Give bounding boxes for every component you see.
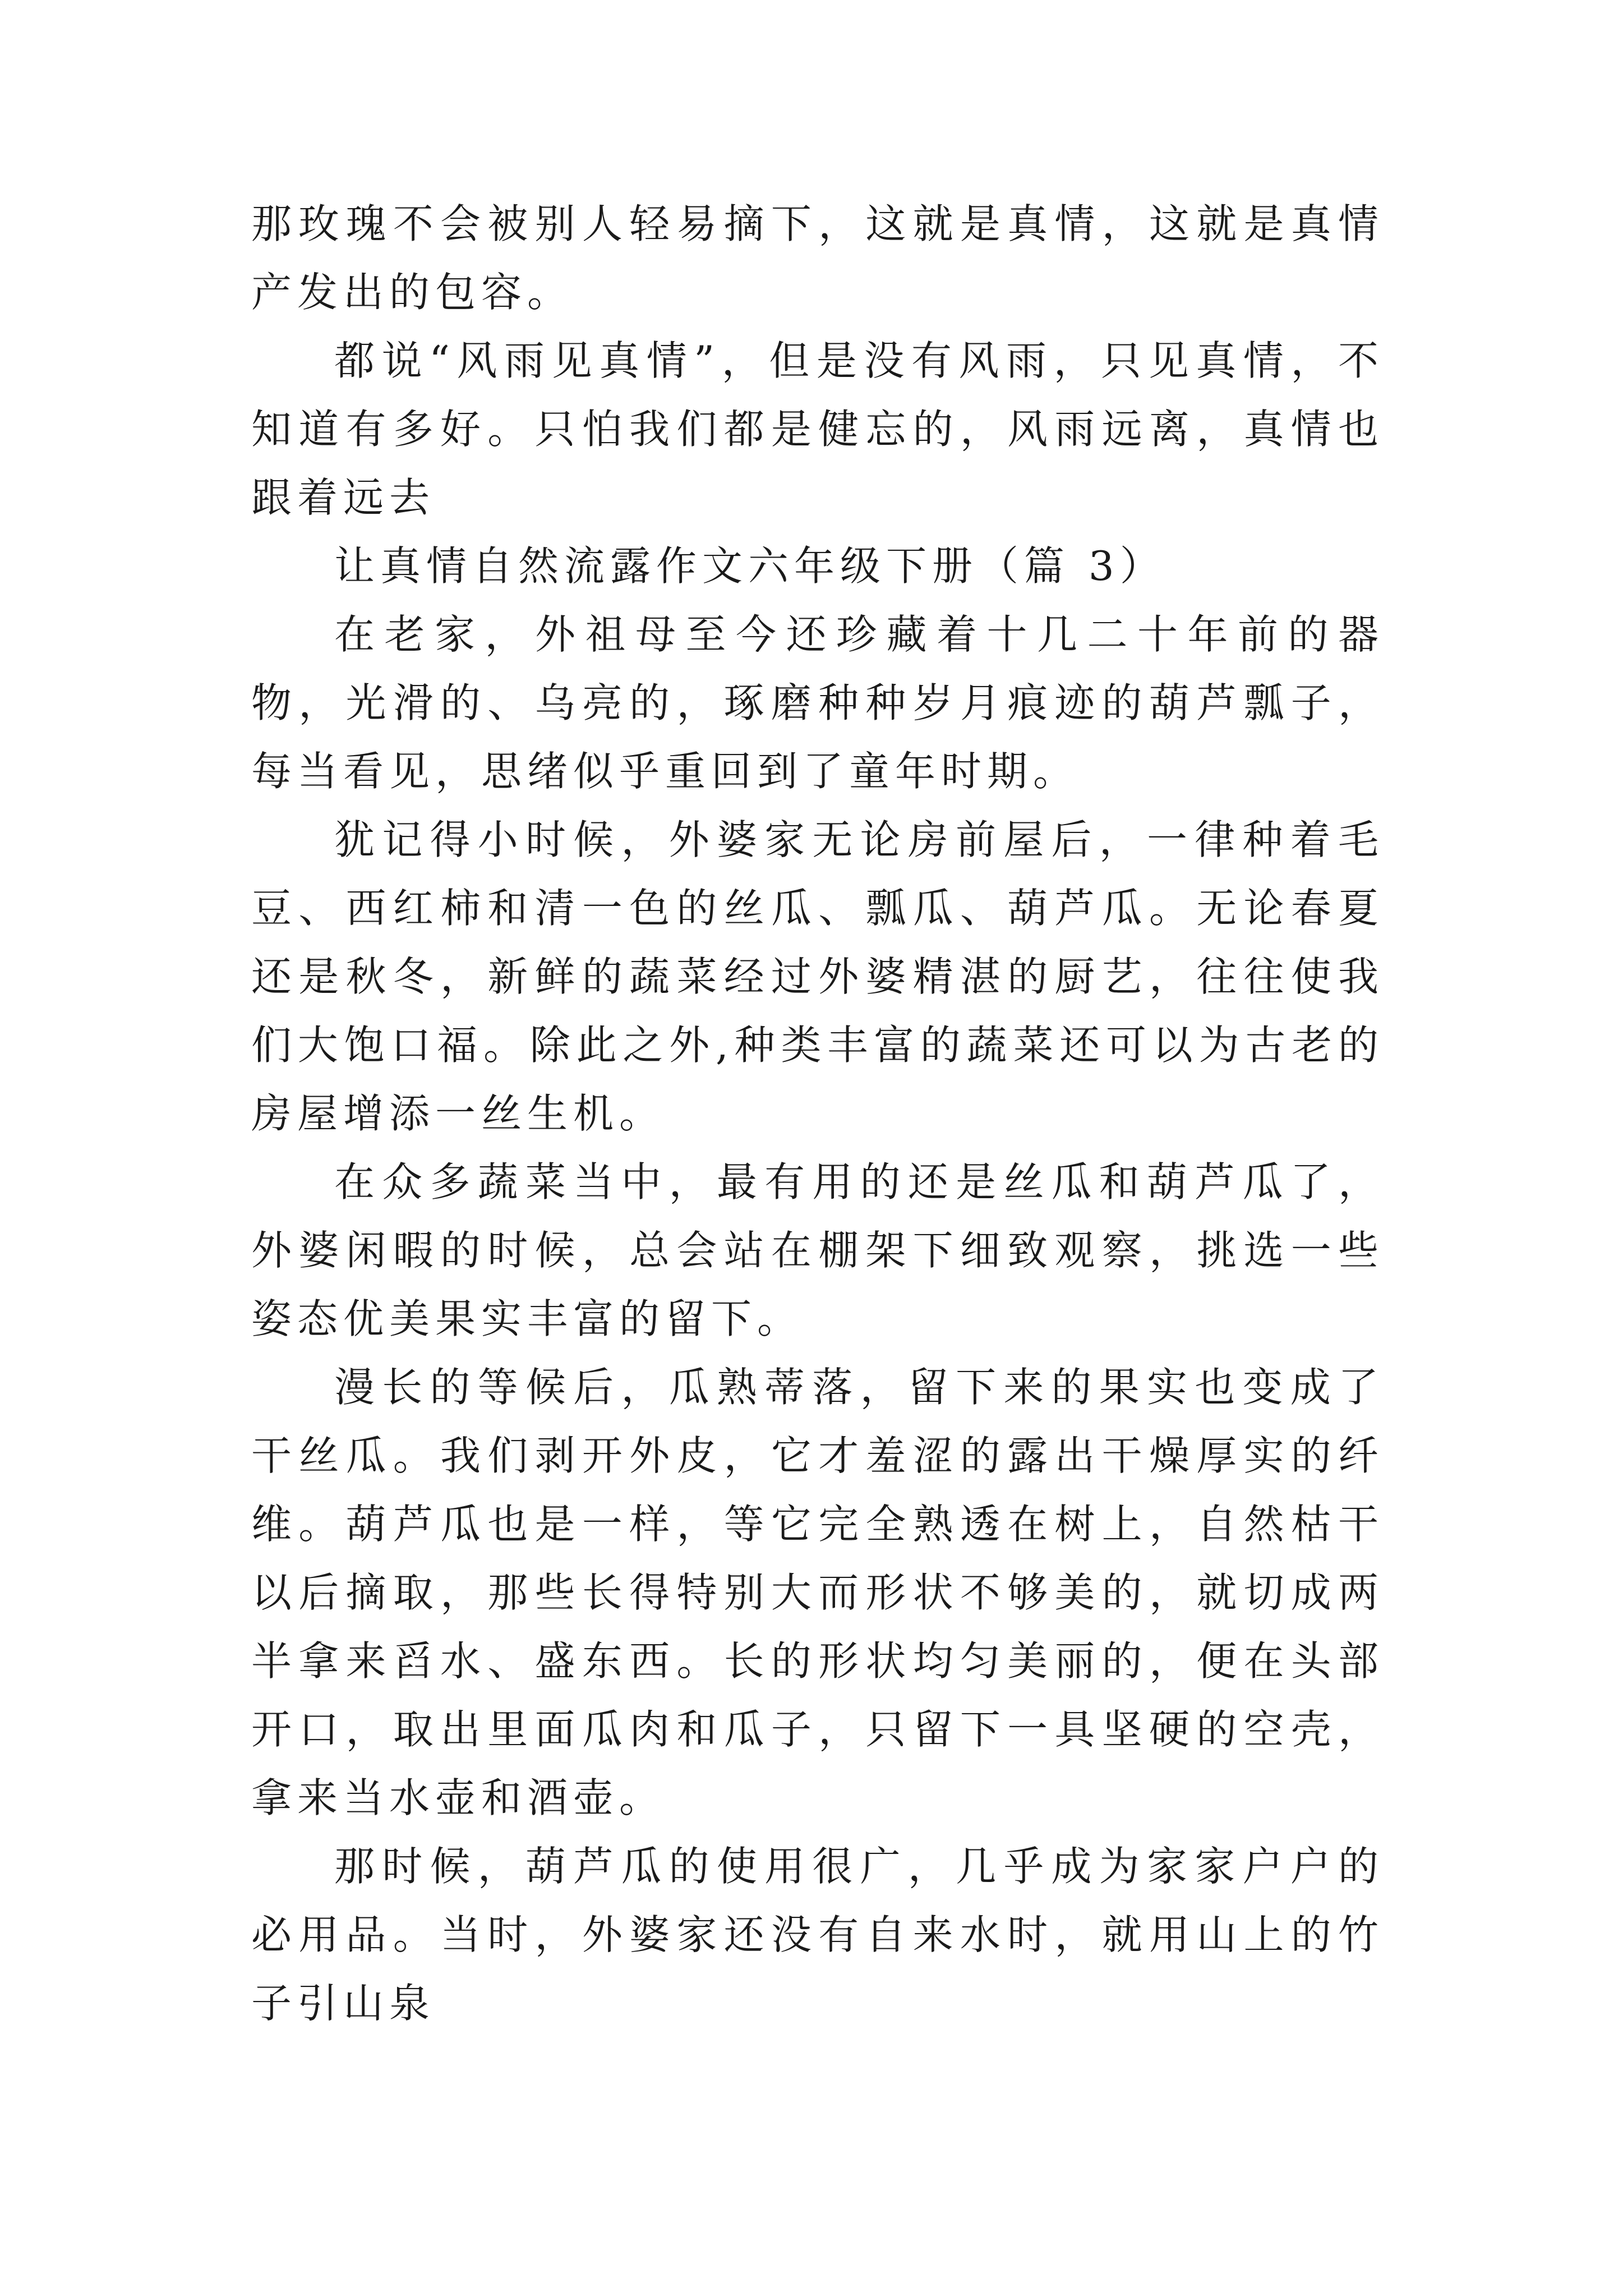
paragraph-continued: 那玫瑰不会被别人轻易摘下，这就是真情，这就是真情产发出的包容。 (251, 200, 1384, 316)
section-heading: 让真情自然流露作文六年级下册（篇 3） (334, 542, 1166, 590)
paragraph: 漫长的等候后，瓜熟蒂落，留下来的果实也变成了干丝瓜。我们剥开外皮，它才羞涩的露出干燥厚实的纤维。葫芦瓜也是一样，等它完全熟透在树上，自然枯干以后摘取，那些长得特别大而形状不够美的，就切成两半拿来舀水、盛东西。长的形状均匀美丽的，便在头部开口，取出里面瓜肉和瓜子，只留下一具坚硬的空壳，拿来当水壶和酒壶。 (251, 1364, 1384, 1821)
paragraph: 在老家，外祖母至今还珍藏着十几二十年前的器物，光滑的、乌亮的，琢磨种种岁月痕迹的葫芦瓢子，每当看见，思绪似乎重回到了童年时期。 (251, 611, 1384, 795)
paragraph: 在众多蔬菜当中，最有用的还是丝瓜和葫芦瓜了，外婆闲暇的时候，总会站在棚架下细致观察，挑选一些姿态优美果实丰富的留下。 (251, 1158, 1384, 1342)
paragraph: 都说“风雨见真情”，但是没有风雨，只见真情，不知道有多好。只怕我们都是健忘的，风雨远离，真情也跟着远去 (251, 337, 1384, 521)
paragraph: 犹记得小时候，外婆家无论房前屋后，一律种着毛豆、西红柿和清一色的丝瓜、瓢瓜、葫芦瓜。无论春夏还是秋冬，新鲜的蔬菜经过外婆精湛的厨艺，往往使我们大饱口福。除此之外,种类丰富的蔬菜还可以为古老的房屋增添一丝生机。 (251, 816, 1384, 1137)
document-body (251, 190, 1384, 2037)
paragraph: 那时候，葫芦瓜的使用很广，几乎成为家家户户的必用品。当时，外婆家还没有自来水时，就用山上的竹子引山泉 (251, 1843, 1384, 2027)
